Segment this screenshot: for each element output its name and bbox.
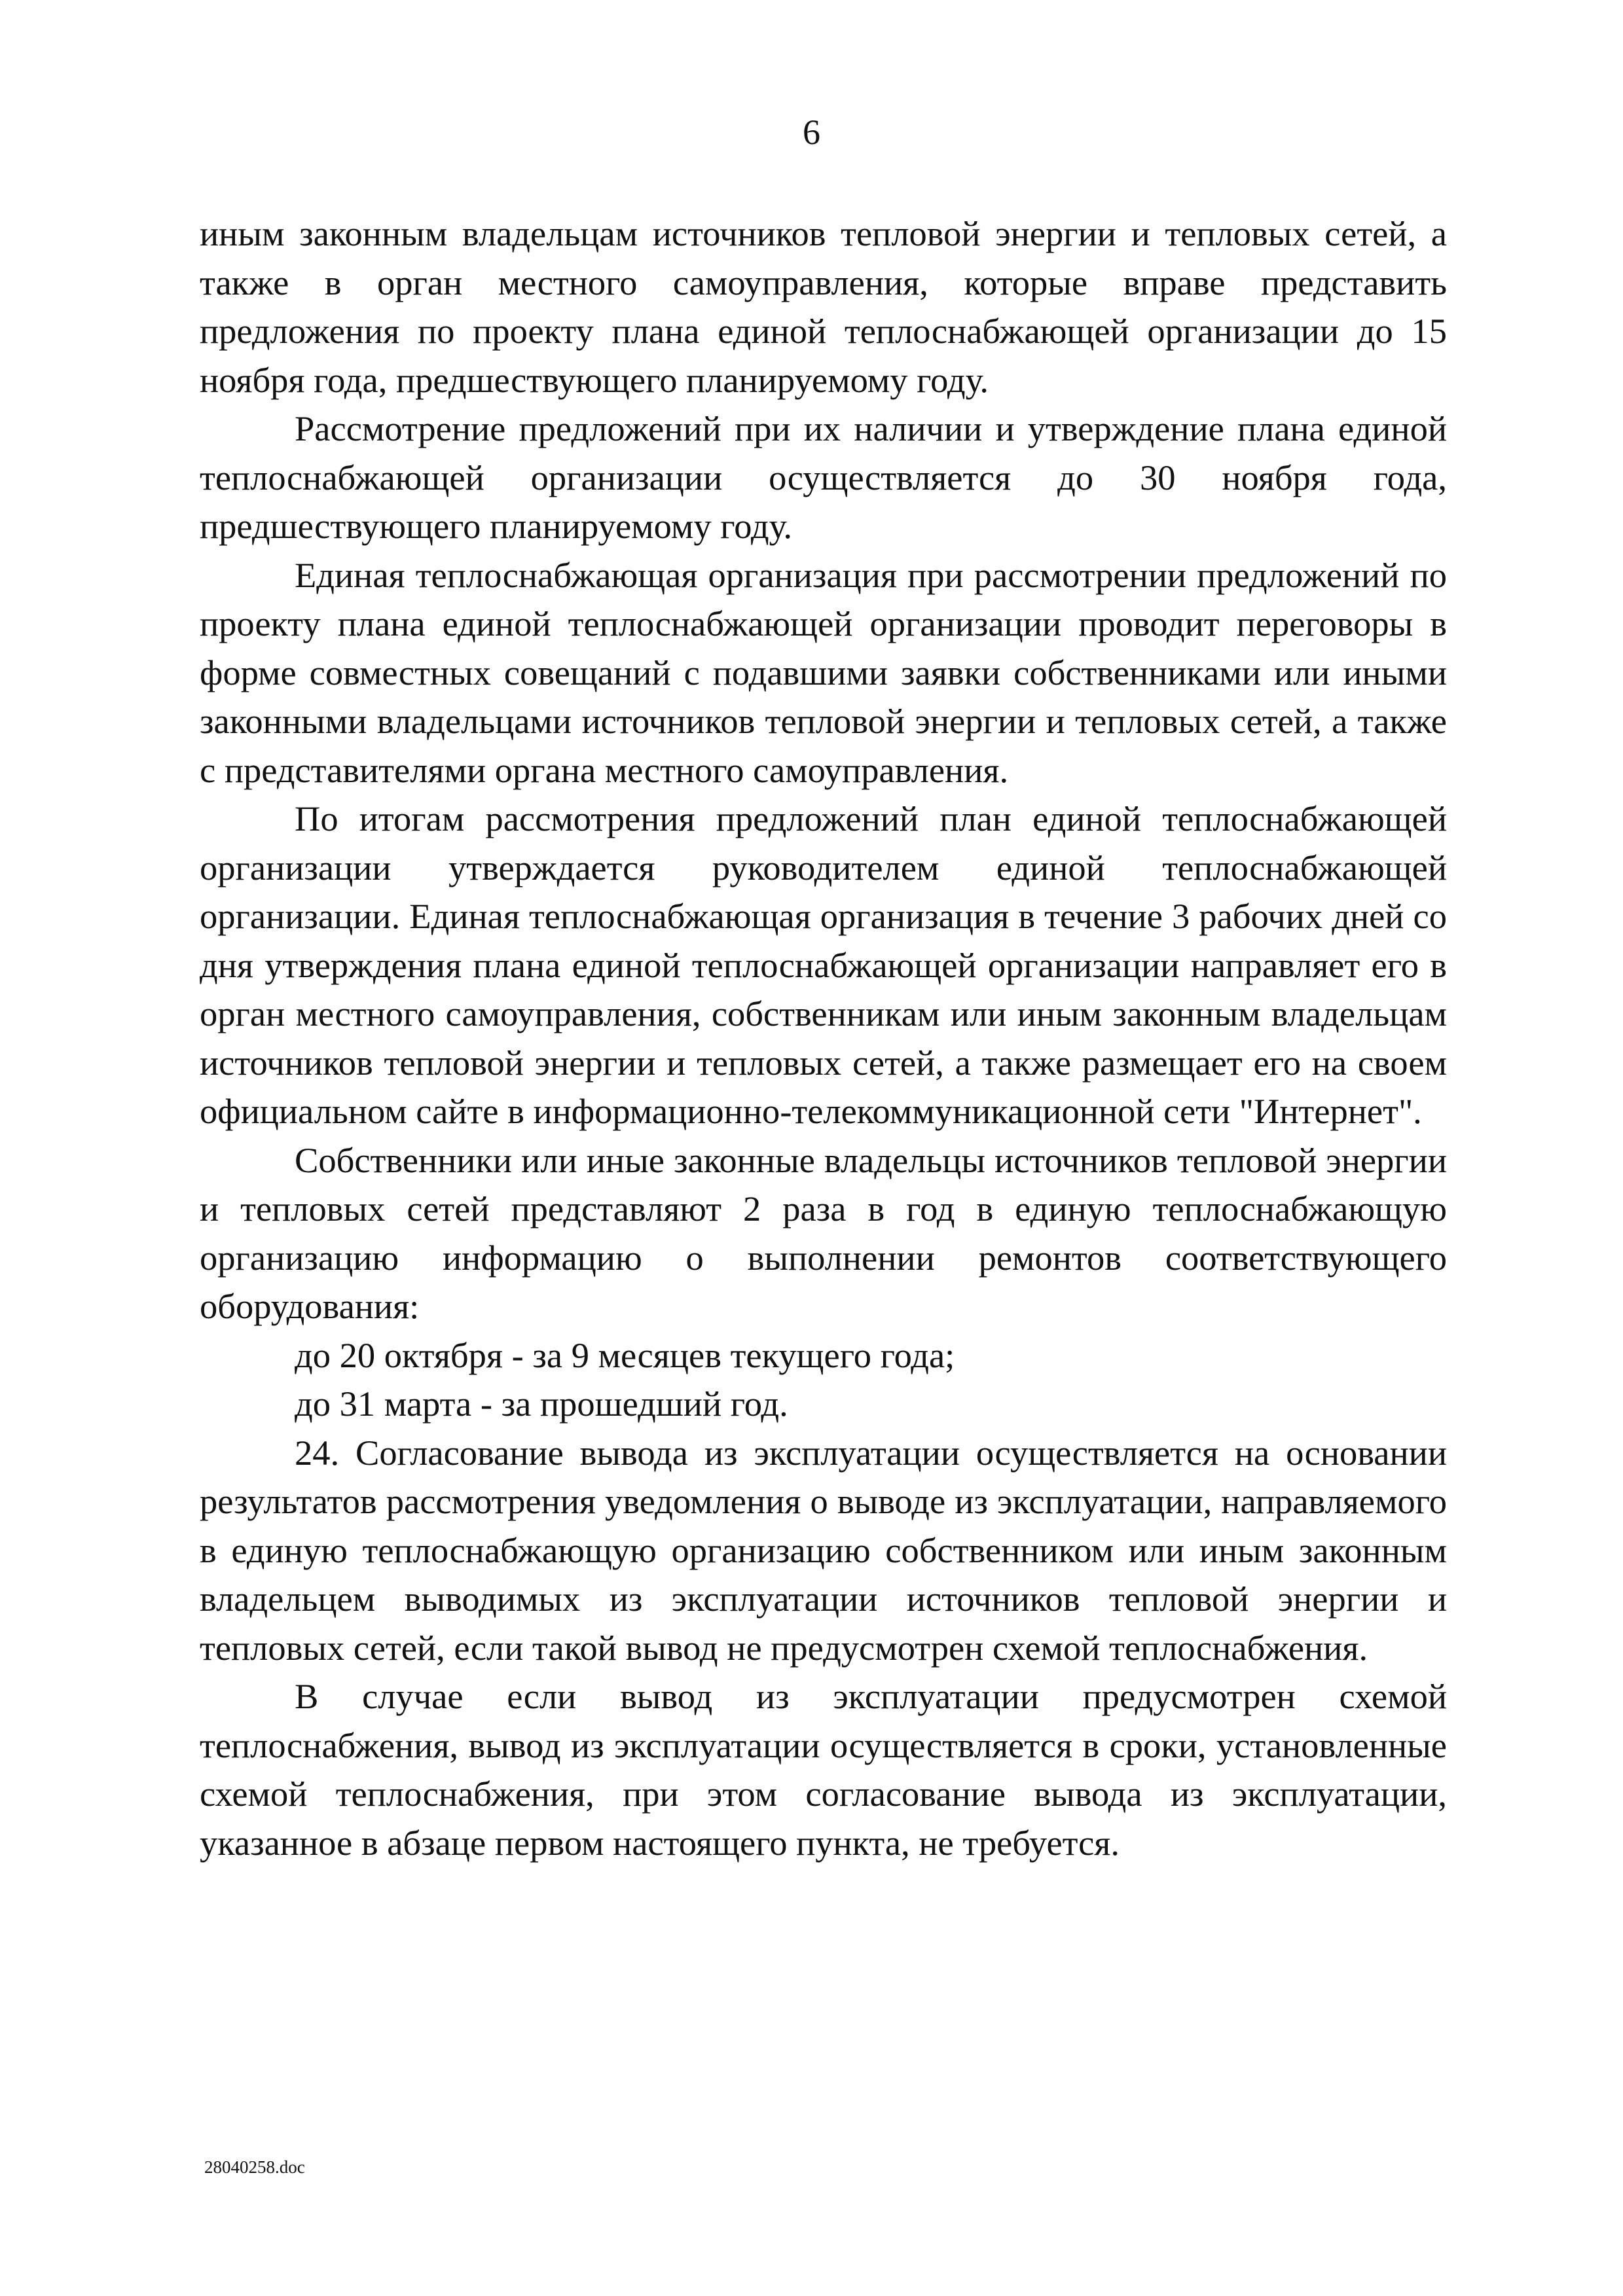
paragraph-7: до 31 марта - за прошедший год. <box>295 1384 788 1424</box>
paragraph-5: Собственники или иные законные владельцы источников тепловой энергии и тепловых сетей представляют 2 раза в год в единую теплоснабжающую организацию информацию о выполнении ремонтов соответствующего оборудования: <box>200 1139 1447 1326</box>
paragraph-8-item-24: 24. Согласование вывода из эксплуатации осуществляется на основании результатов рассмотрения уведомления о выводе из эксплуатации, направляемого в единую теплоснабжающую организацию собственником или иным законным владельцем выводимых из эксплуатации источников тепловой энергии и тепловых сетей, если такой вывод не предусмотрен схемой теплоснабжения. <box>200 1432 1447 1668</box>
paragraph-3: Единая теплоснабжающая организация при рассмотрении предложений по проекту плана единой теплоснабжающей организации проводит переговоры в форме совместных совещаний с подавшими заявки собственниками или иными законными владельцами источников тепловой энергии и тепловых сетей, а также с представителями органа местного самоуправления. <box>200 554 1447 790</box>
paragraph-1: иным законным владельцам источников тепловой энергии и тепловых сетей, а также в орган местного самоуправления, которые вправе представить предложения по проекту плана единой теплоснабжающей организации до 15 ноября года, предшествующего планируемому году. <box>200 213 1447 400</box>
page-number: 6 <box>803 113 820 152</box>
paragraph-4: По итогам рассмотрения предложений план единой теплоснабжающей организации утверждается руководителем единой теплоснабжающей организации. Единая теплоснабжающая организация в течение 3 рабочих дней со дня утверждения плана единой теплоснабжающей организации направляет его в орган местного самоуправления, собственникам или иным законным владельцам источников тепловой энергии и тепловых сетей, а также размещает его на своем официальном сайте в информационно-телекоммуникационной сети "Интернет". <box>200 798 1447 1131</box>
footer-filename: 28040258.doc <box>204 2157 305 2177</box>
paragraph-6: до 20 октября - за 9 месяцев текущего года; <box>295 1335 955 1375</box>
paragraph-9: В случае если вывод из эксплуатации предусмотрен схемой теплоснабжения, вывод из эксплуатации осуществляется в сроки, установленные схемой теплоснабжения, при этом согласование вывода из эксплуатации, указанное в абзаце первом настоящего пункта, не требуется. <box>200 1676 1447 1863</box>
document-body <box>200 209 1447 1867</box>
paragraph-2: Рассмотрение предложений при их наличии и утверждение плана единой теплоснабжающей организации осуществляется до 30 ноября года, предшествующего планируемому году. <box>200 408 1447 546</box>
